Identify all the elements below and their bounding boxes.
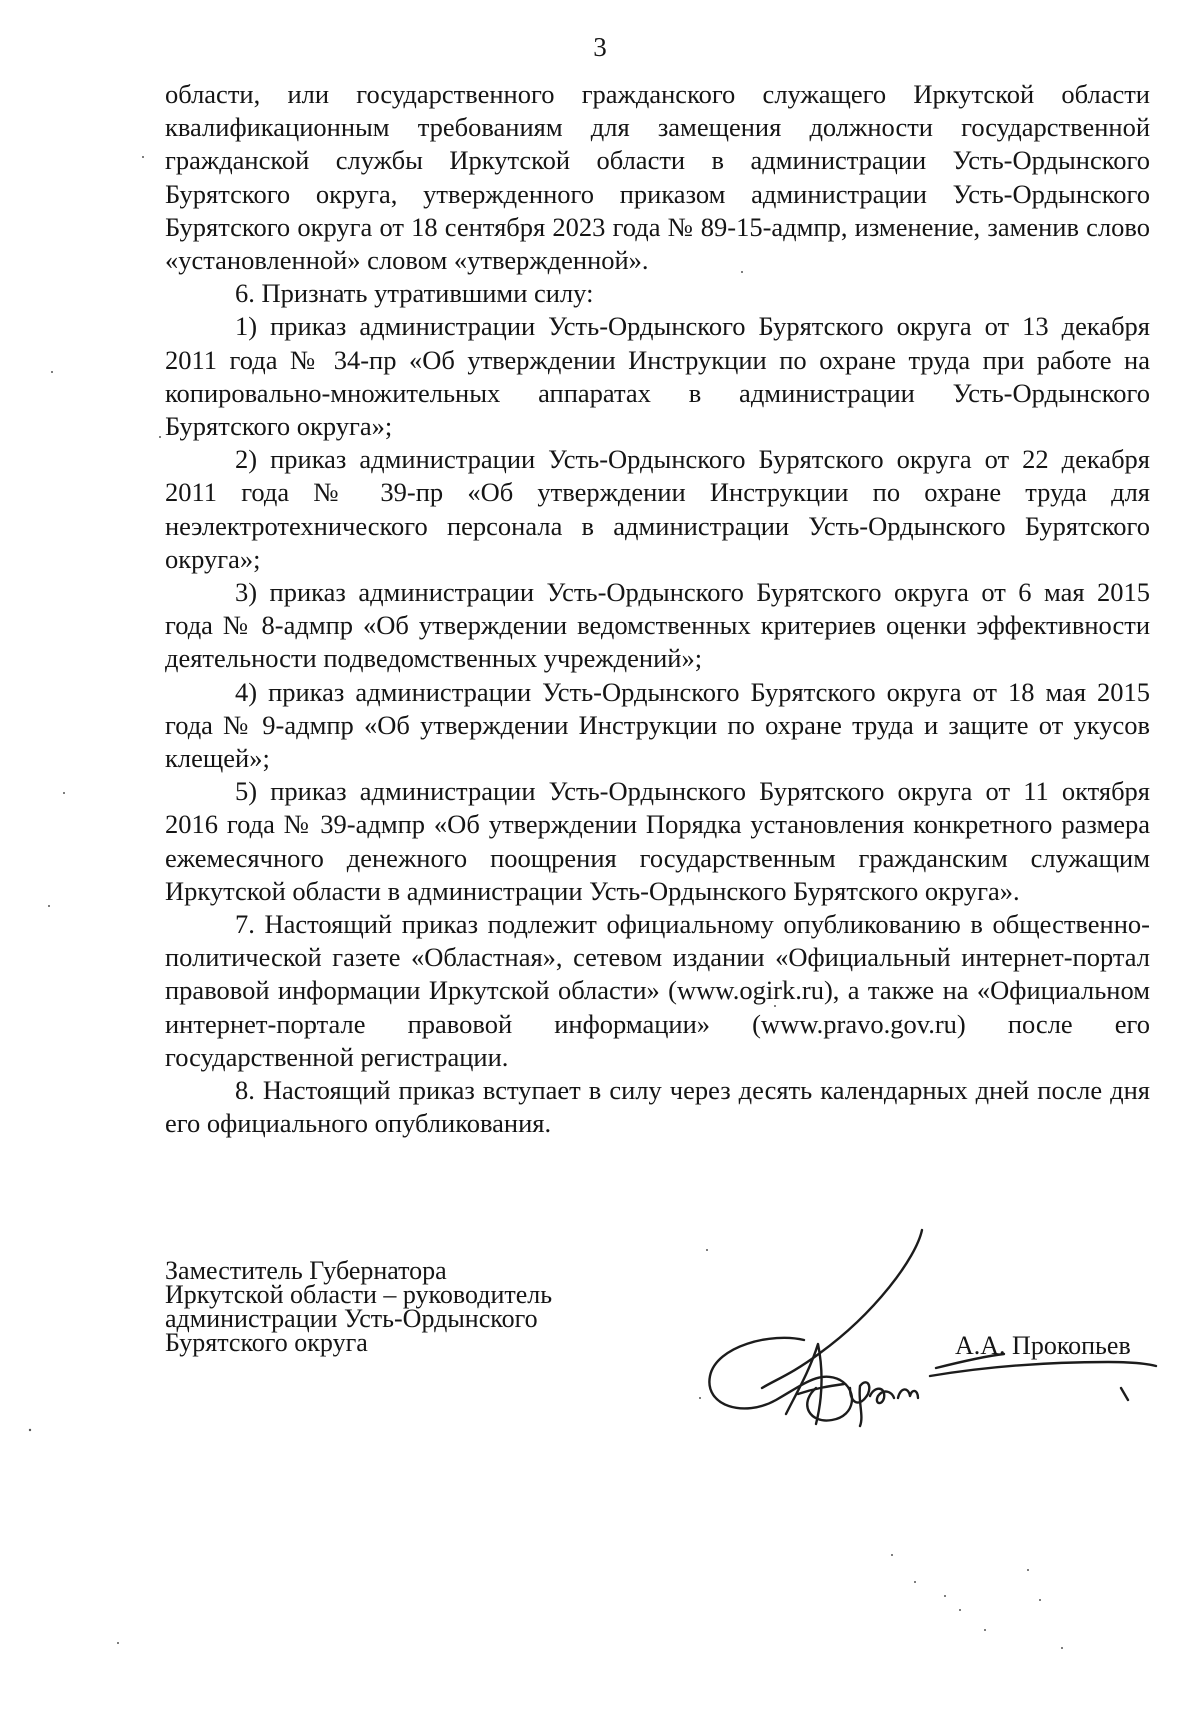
signer-position-line: администрации Усть-Ордынского <box>165 1304 538 1333</box>
signer-position <box>165 1256 553 1357</box>
subitem-2: 2) приказ администрации Усть-Ордынского Бурятского округа от 22 декабря 2011 года № 39-пр «Об утверждении Инструкции по охране труда для неэлектротехнического персонала в администрации Усть-Ордынского Бурятского округа»; <box>165 444 1150 574</box>
page-number: 3 <box>593 32 607 62</box>
signer-name: А.А. Прокопьев <box>955 1331 1131 1360</box>
paragraph-item-8: 8. Настоящий приказ вступает в силу через десять календарных дней после дня его официального опубликования. <box>165 1075 1150 1139</box>
paragraph-item-7: 7. Настоящий приказ подлежит официальному опубликованию в общественно-политической газете «Областная», сетевом издании «Официальный интернет-портал правовой информации Иркутской области» (www.ogirk.ru), а также на «Официальном интернет-портале правовой информации» (www.pravo.gov.ru) после его государственной регистрации. <box>165 909 1150 1072</box>
paragraph-continuation: области, или государственного гражданского служащего Иркутской области квалификационным требованиям для замещения должности государственной гражданской службы Иркутской области в администрации Усть-Ордынского Бурятского округа, утвержденного приказом администрации Усть-Ордынского Бурятского округа от 18 сентября 2023 года № 89-15-адмпр, изменение, заменив слово «установленной» словом «утвержденной». <box>165 79 1150 276</box>
document-body <box>165 78 1150 1141</box>
subitem-4: 4) приказ администрации Усть-Ордынского Бурятского округа от 18 мая 2015 года № 9-адмпр «Об утверждении Инструкции по охране труда и защите от укусов клещей»; <box>165 676 1150 774</box>
subitem-5: 5) приказ администрации Усть-Ордынского Бурятского округа от 11 октября 2016 года № 39-адмпр «Об утверждении Порядка установления конкретного размера ежемесячного денежного поощрения государственным гражданским служащим Иркутской области в администрации Усть-Ордынского Бурятского округа». <box>165 776 1150 906</box>
signer-position-line: Заместитель Губернатора <box>165 1256 447 1285</box>
subitem-1: 1) приказ администрации Усть-Ордынского Бурятского округа от 13 декабря 2011 года № 34-пр «Об утверждении Инструкции по охране труда при работе на копировально-множительных аппаратах в администрации Усть-Ордынского Бурятского округа»; <box>165 311 1150 442</box>
subitem-3: 3) приказ администрации Усть-Ордынского Бурятского округа от 6 мая 2015 года № 8-адмпр «Об утверждении ведомственных критериев оценки эффективности деятельности подведомственных учреждений»; <box>165 577 1150 674</box>
paragraph-item-6: 6. Признать утратившими силу: <box>235 278 594 309</box>
signer-position-line: Бурятского округа <box>165 1328 368 1357</box>
signer-position-line: Иркутской области – руководитель <box>165 1280 553 1309</box>
